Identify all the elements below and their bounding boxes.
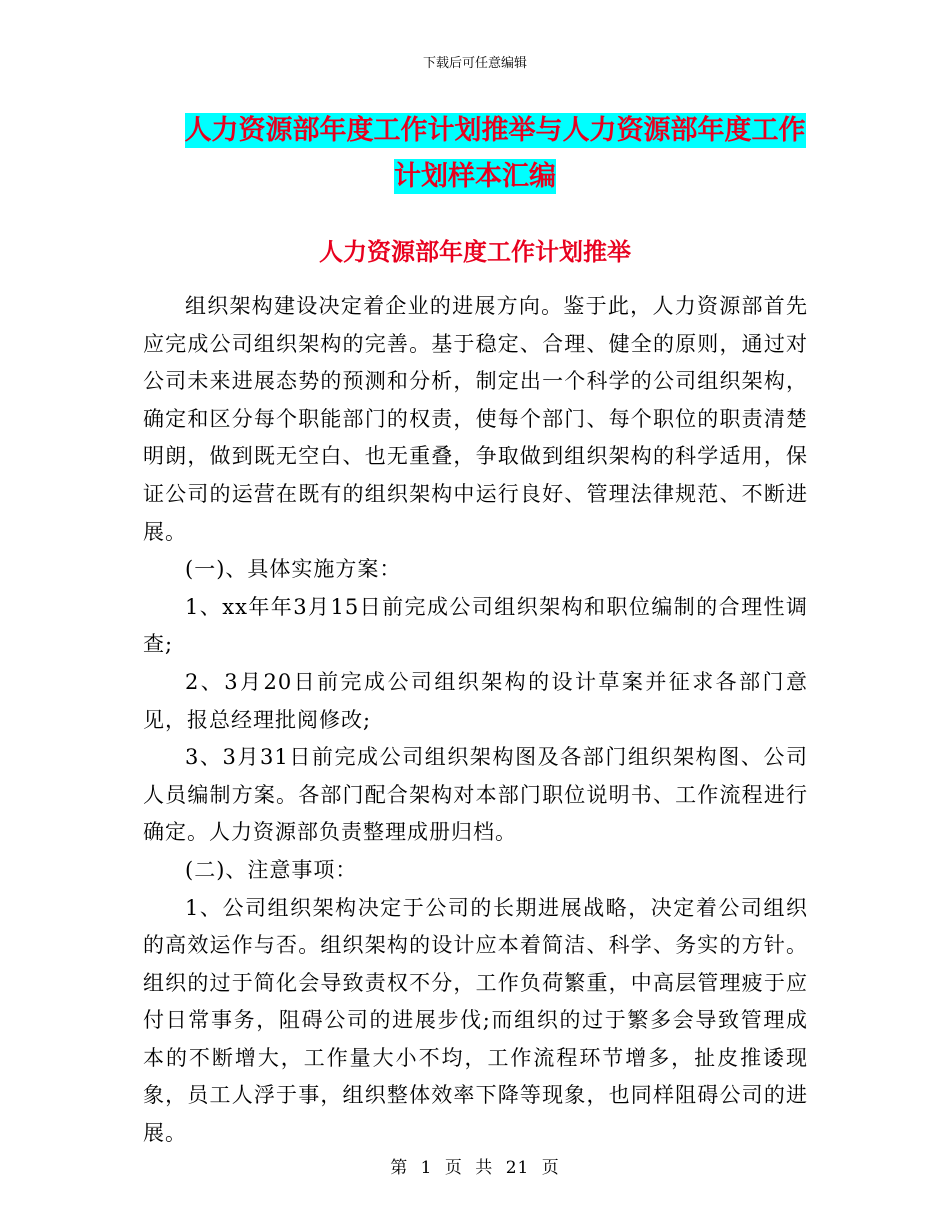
document-title-line-2-text: 计划样本汇编 (394, 161, 556, 192)
document-title-line-2 (0, 154, 950, 200)
paragraph-heading-implementation: (一)、具体实施方案： (185, 557, 402, 582)
paragraph-step-3: 3、3月31日前完成公司组织架构图及各部门组织架构图、公司人员编制方案。各部门配合架构对本部门职位说明书、工作流程进行确定。人力资源部负责整理成册归档。 (143, 745, 808, 845)
footer-page-number: 1 (420, 1158, 433, 1178)
paragraph-note-1: 1、公司组织架构决定于公司的长期进展战略，决定着公司组织的高效运作与否。组织架构的设计应本着简洁、科学、务实的方针。组织的过于简化会导致责权不分，工作负荷繁重，中高层管理疲于应付日常事务，阻碍公司的进展步伐;而组织的过于繁多会导致管理成本的不断增大，工作量大小不均，工作流程环节增多，扯皮推诿现象，员工人浮于事，组织整体效率下降等现象，也同样阻碍公司的进展。 (143, 895, 808, 1146)
paragraph-intro: 组织架构建设决定着企业的进展方向。鉴于此，人力资源部首先应完成公司组织架构的完善。基于稳定、合理、健全的原则，通过对公司未来进展态势的预测和分析，制定出一个科学的公司组织架构，确定和区分每个职能部门的权责，使每个部门、每个职位的职责清楚明朗，做到既无空白、也无重叠，争取做到组织架构的科学适用，保证公司的运营在既有的组织架构中运行良好、管理法律规范、不断进展。 (143, 294, 808, 544)
footer-page-label: 页 (444, 1158, 463, 1178)
header-note: 下载后可任意编辑 (422, 56, 527, 71)
footer-prefix: 第 (390, 1158, 409, 1178)
document-title (0, 108, 950, 200)
footer-suffix: 页 (541, 1158, 560, 1178)
document-title-line-1-text: 人力资源部年度工作计划推举与人力资源部年度工作 (184, 115, 806, 146)
page-footer (0, 1153, 950, 1178)
body-text (143, 288, 808, 1153)
paragraph-heading-notes: (二)、注意事项： (185, 857, 358, 882)
document-title-line-1 (0, 108, 950, 154)
paragraph-step-2: 2、3月20日前完成公司组织架构的设计草案并征求各部门意见，报总经理批阅修改; (143, 669, 808, 732)
paragraph-step-1: 1、xx年年3月15日前完成公司组织架构和职位编制的合理性调查; (143, 594, 808, 657)
footer-total-pages: 21 (505, 1158, 530, 1178)
footer-total-label: 共 (475, 1158, 494, 1178)
section-title: 人力资源部年度工作计划推举 (319, 238, 631, 266)
